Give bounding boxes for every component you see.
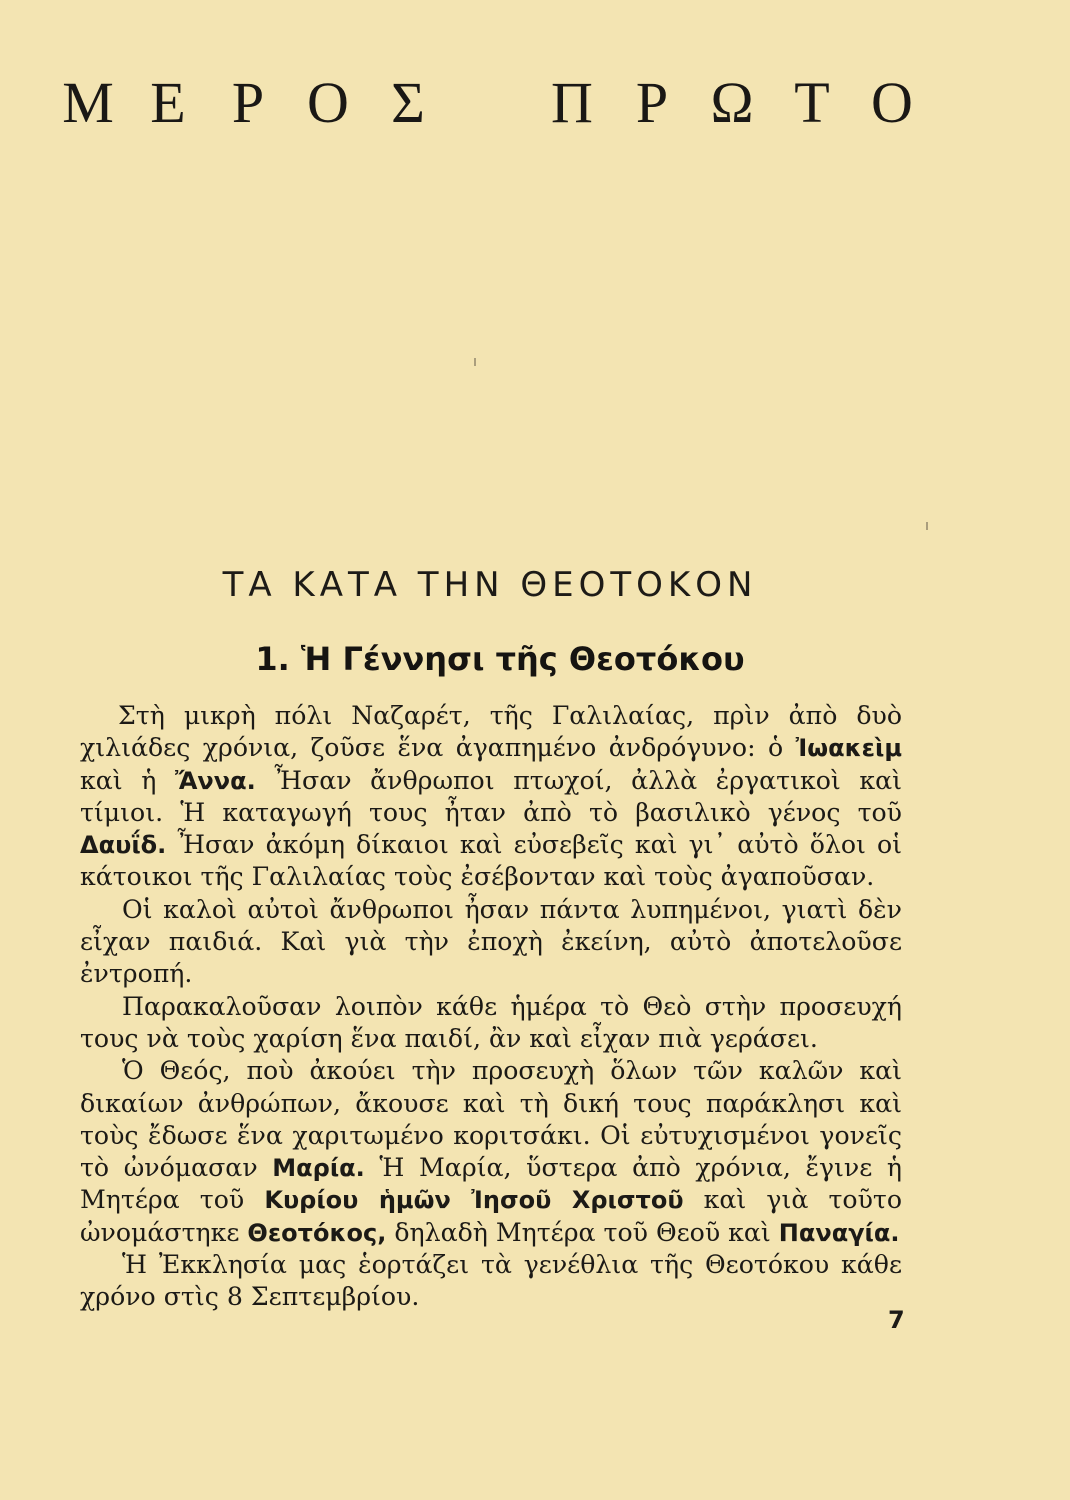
section-title: ΤΑ ΚΑΤΑ ΤΗΝ ΘΕΟΤΟΚΟΝ: [222, 565, 758, 605]
emphasized-term: Παναγία.: [778, 1218, 900, 1247]
part-title-gap: [460, 70, 520, 136]
part-title-letter: Τ: [794, 70, 830, 135]
text-run: καὶ ἡ: [80, 765, 175, 795]
paragraph: [80, 700, 902, 894]
text-run: Ἦσαν ἄνθρωποι πτωχοί, ἀλλὰ ἐργατικοὶ καὶ τίμιοι. Ἡ καταγωγή τους ἦταν ἀπὸ τὸ βασιλικὸ γένος τοῦ: [80, 765, 902, 827]
part-title-letter: Ρ: [635, 70, 669, 135]
part-title-letter: Ο: [871, 70, 913, 135]
emphasized-term: Κυρίου ἡμῶν Ἰησοῦ Χριστοῦ: [264, 1186, 684, 1215]
text-run: Παρακαλοῦσαν λοιπὸν κάθε ἡμέρα τὸ Θεὸ στὴν προσευχή τους νὰ τοὺς χαρίση ἕνα παιδί, ἂν καὶ εἶχαν πιὰ γεράσει.: [80, 991, 902, 1053]
text-run: δηλαδὴ Μητέρα τοῦ Θεοῦ καὶ: [386, 1217, 779, 1247]
text-run: Οἱ καλοὶ αὐτοὶ ἄνθρωποι ἦσαν πάντα λυπημένοι, γιατὶ δὲν εἶχαν παιδιά. Καὶ γιὰ τὴν ἐποχὴ ἐκείνη, αὐτὸ ἀποτελοῦσε ἐντροπή.: [80, 894, 902, 989]
page-number: 7: [888, 1306, 905, 1334]
part-title-letter: Π: [551, 70, 593, 135]
part-title-letter: Ω: [710, 70, 754, 135]
part-title-letter: Μ: [62, 70, 114, 135]
text-run: Ἡ Ἐκκλησία μας ἑορτάζει τὰ γενέθλια τῆς Θεοτόκου κάθε χρόνο στὶς 8 Σεπτεμβρίου.: [80, 1250, 902, 1312]
part-title-letter: Σ: [391, 70, 425, 135]
part-title-letter: Ε: [150, 70, 186, 135]
text-run: Στὴ μικρὴ πόλι Ναζαρέτ, τῆς Γαλιλαίας, πρὶν ἀπὸ δυὸ χιλιάδες χρόνια, ζοῦσε ἕνα ἀγαπημένο ἀνδρόγυνο: ὁ: [80, 701, 902, 763]
chapter-title: 1. Ἡ Γέννησι τῆς Θεοτόκου: [255, 640, 745, 678]
paragraph: [80, 1055, 902, 1249]
margin-mark: [926, 522, 928, 530]
paragraph: [80, 894, 902, 991]
emphasized-term: Μαρία.: [272, 1154, 365, 1183]
emphasized-term: Δαυΐδ.: [80, 831, 167, 860]
text-run: Ὁ Θεός, ποὺ ἀκούει τὴν προσευχὴ ὅλων τῶν καλῶν καὶ δικαίων ἀνθρώπων, ἄκουσε καὶ τὴ δική τους παράκλησι καὶ τοὺς ἔδωσε ἕνα χαριτωμένο κοριτσάκι. Οἱ εὐτυχισμένοι γονεῖς τὸ ὠνόμασαν: [80, 1056, 902, 1183]
paragraph: [80, 991, 902, 1056]
part-title-letter: Ρ: [231, 70, 265, 135]
emphasized-term: Ἰωακεὶμ: [795, 734, 902, 763]
text-run: Ἡ Μαρία, ὕστερα ἀπὸ χρόνια, ἔγινε ἡ Μητέρα τοῦ: [80, 1153, 902, 1215]
body-text: [80, 700, 902, 1314]
part-title: [60, 70, 920, 136]
text-run: Ἦσαν ἀκόμη δίκαιοι καὶ εὐσεβεῖς καὶ γι᾽ αὐτὸ ὅλοι οἱ κάτοικοι τῆς Γαλιλαίας τοὺς ἐσέβονταν καὶ τοὺς ἀγαποῦσαν.: [80, 830, 902, 892]
margin-mark: [474, 358, 476, 366]
emphasized-term: Θεοτόκος,: [247, 1218, 387, 1247]
paragraph: [80, 1249, 902, 1314]
part-title-letter: Ο: [307, 70, 349, 135]
emphasized-term: Ἄννα.: [174, 766, 256, 795]
text-run: καὶ γιὰ τοῦτο ὠνομάστηκε: [80, 1185, 903, 1247]
